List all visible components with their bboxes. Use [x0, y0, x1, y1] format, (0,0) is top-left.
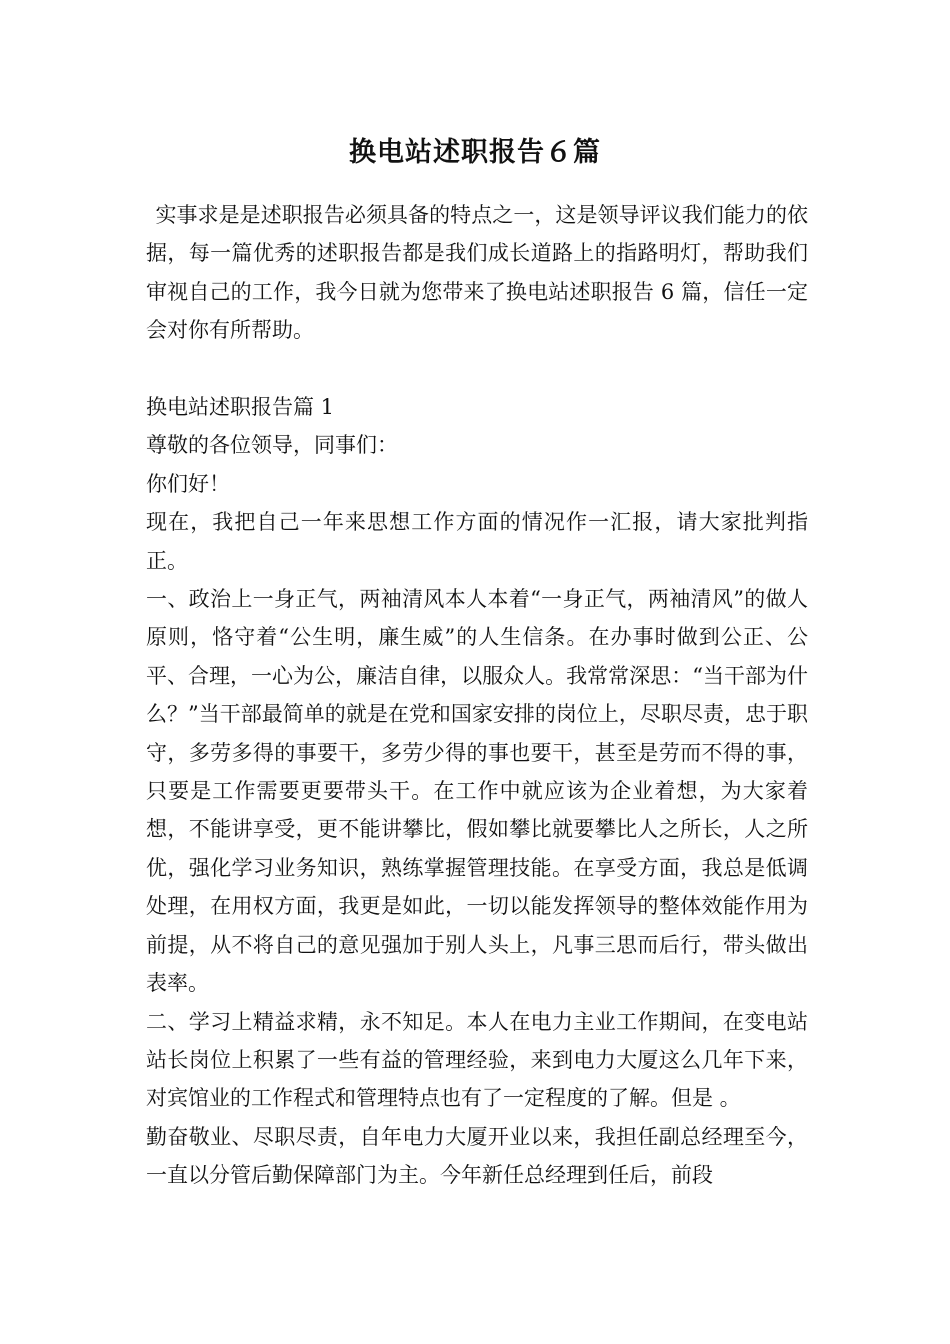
greeting-line: 尊敬的各位领导，同事们： — [146, 433, 398, 458]
paragraph-spacer — [146, 350, 808, 388]
intro-paragraph: 实事求是是述职报告必须具备的特点之一，这是领导评议我们能力的依据，每一篇优秀的述职报告都是我们成长道路上的指路明灯，帮助我们审视自己的工作，我今日就为您带来了换电站述职报告 6 篇，信任一定会对你有所帮助。 — [146, 203, 808, 343]
document-title: 换电站述职报告６篇 — [349, 137, 601, 168]
body-paragraph: 勤奋敬业、尽职尽责，自年电力大厦开业以来，我担任副总经理至今，一直以分管后勤保障部门为主。今年新任总经理到任后，前段 — [146, 1124, 808, 1188]
body-paragraph: 现在，我把自己一年来思想工作方面的情况作一汇报，请大家批判指正。 — [146, 510, 808, 573]
document-body — [146, 196, 808, 1195]
hello-line: 你们好！ — [146, 471, 230, 496]
body-paragraph: 二、学习上精益求精，永不知足。本人在电力主业工作期间，在变电站站长岗位上积累了一些有益的管理经验，来到电力大厦这么几年下来，对宾馆业的工作程式和管理特点也有了一定程度的了解。但是 。 — [146, 1009, 808, 1111]
section-heading: 换电站述职报告篇 1 — [146, 395, 335, 420]
body-paragraph: 一、政治上一身正气，两袖清风本人本着“一身正气，两袖清风”的做人原则，恪守着“公生明，廉生威”的人生信条。在办事时做到公正、公平、合理，一心为公，廉洁自律，以服众人。我常常深思：“当干部为什么？”当干部最简单的就是在党和国家安排的岗位上，尽职尽责，忠于职守，多劳多得的事要干，多劳少得的事也要干，甚至是劳而不得的事，只要是工作需要更要带头干。在工作中就应该为企业着想，为大家着想，不能讲享受，更不能讲攀比，假如攀比就要攀比人之所长，人之所优，强化学习业务知识，熟练掌握管理技能。在享受方面，我总是低调处理，在用权方面，我更是如此，一切以能发挥领导的整体效能作用为前提，从不将自己的意见强加于别人头上，凡事三思而后行，带头做出表率。 — [146, 587, 808, 996]
